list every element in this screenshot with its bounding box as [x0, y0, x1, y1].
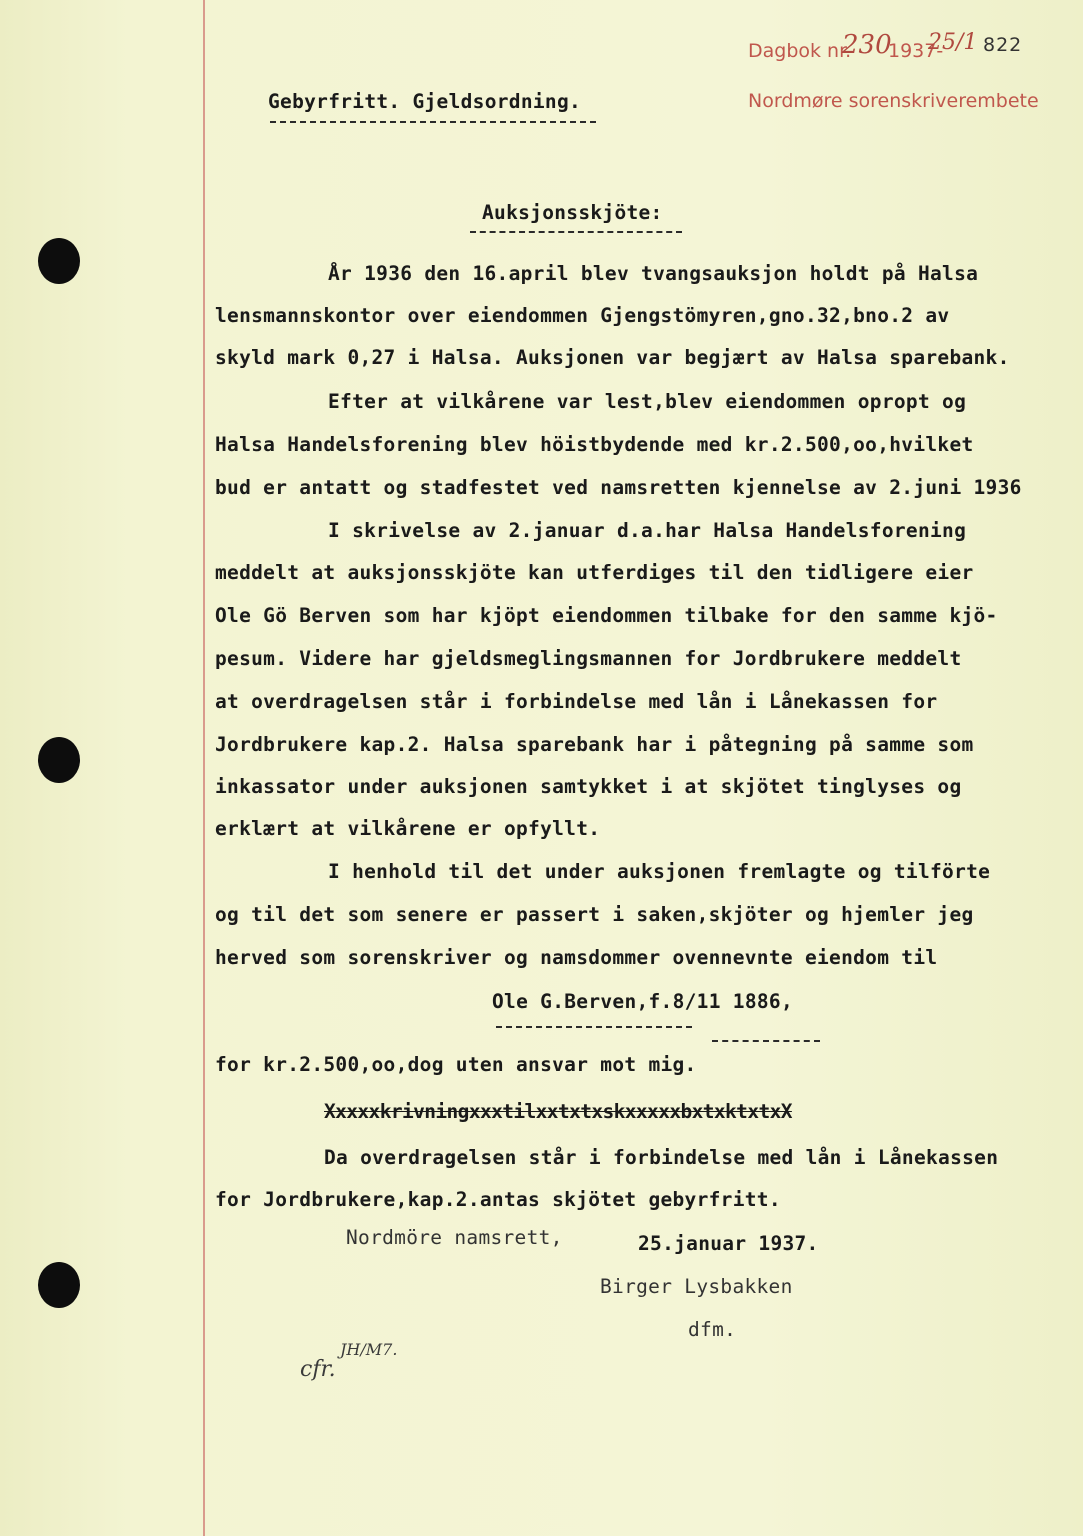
stamp-dagbok-label: Dagbok nr. [748, 40, 852, 62]
heading-underline [470, 231, 682, 233]
punch-hole-middle [38, 737, 80, 783]
body-line-12: Jordbrukere kap.2. Halsa sparebank har i påtegning på samme som [215, 733, 974, 756]
body-line-7: I skrivelse av 2.januar d.a.har Halsa Handelsforening [328, 519, 967, 542]
margin-rule [203, 0, 205, 1536]
signature-date: 25.januar 1937. [638, 1232, 819, 1255]
stamp-year: 1937- [888, 40, 944, 62]
buyer-underline [496, 1026, 692, 1028]
punch-hole-bottom [38, 1262, 80, 1308]
body-line-14: erklært at vilkårene er opfyllt. [215, 817, 601, 840]
body-line-18: Da overdragelsen står i forbindelse med lån i Lånekassen [324, 1146, 999, 1169]
body-line-3: skyld mark 0,27 i Halsa. Auksjonen var begjært av Halsa sparebank. [215, 346, 1010, 369]
document-heading: Auksjonsskjöte: [482, 201, 663, 224]
body-line-16: og til det som senere er passert i saken,skjöter og hjemler jeg [215, 903, 974, 926]
body-line-8: meddelt at auksjonsskjöte kan utferdiges til den tidligere eier [215, 561, 974, 584]
pencil-note-initials: JH/M7. [340, 1340, 398, 1359]
struck-out-line: XxxxxkrivningxxxtilxxtxtxskxxxxxbxtxktxtxX [324, 1100, 792, 1123]
page-number: 822 [983, 34, 1023, 56]
header-title: Gebyrfritt. Gjeldsordning. [268, 90, 582, 113]
body-line-11: at overdragelsen står i forbindelse med lån i Lånekassen for [215, 690, 938, 713]
pencil-note-prefix: cfr. [300, 1357, 336, 1382]
buyer-date-underline [712, 1040, 820, 1042]
body-line-price: for kr.2.500,oo,dog uten ansvar mot mig. [215, 1053, 697, 1076]
body-line-2: lensmannskontor over eiendommen Gjengstömyren,gno.32,bno.2 av [215, 304, 950, 327]
body-line-13: inkassator under auksjonen samtykket i at skjötet tinglyses og [215, 775, 962, 798]
stamp-dagbok-number: 230 [842, 30, 892, 60]
header-underline [270, 121, 596, 123]
body-line-1: År 1936 den 16.april blev tvangsauksjon holdt på Halsa [328, 262, 979, 285]
punch-hole-top [38, 238, 80, 284]
body-line-9: Ole Gö Berven som har kjöpt eiendommen tilbake for den samme kjö- [215, 604, 998, 627]
body-line-6: bud er antatt og stadfestet ved namsretten kjennelse av 2.juni 1936 [215, 476, 1022, 499]
signatory-title: dfm. [688, 1318, 737, 1341]
body-line-19: for Jordbrukere,kap.2.antas skjötet gebyrfritt. [215, 1188, 781, 1211]
body-line-15: I henhold til det under auksjonen fremlagte og tilförte [328, 860, 991, 883]
stamp-office: Nordmøre sorenskriverembete [748, 90, 1039, 112]
stamp-date-handwritten: 25/1 [928, 30, 978, 55]
body-line-10: pesum. Videre har gjeldsmeglingsmannen for Jordbrukere meddelt [215, 647, 962, 670]
place-label: Nordmöre namsrett, [346, 1226, 563, 1249]
body-line-17: herved som sorenskriver og namsdommer ovennevnte eiendom til [215, 946, 938, 969]
body-line-5: Halsa Handelsforening blev höistbydende med kr.2.500,oo,hvilket [215, 433, 974, 456]
body-line-4: Efter at vilkårene var lest,blev eiendommen opropt og [328, 390, 967, 413]
signatory-name: Birger Lysbakken [600, 1275, 793, 1298]
buyer-line: Ole G.Berven,f.8/11 1886, [492, 990, 793, 1013]
